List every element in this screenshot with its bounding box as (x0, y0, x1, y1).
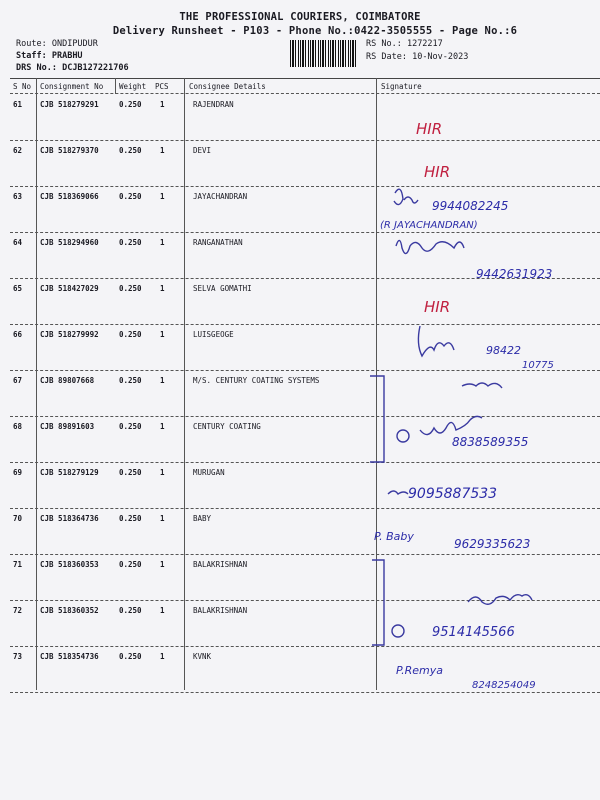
cell-consignment: CJB 89891603 (40, 422, 95, 431)
cell-sno: 68 (13, 422, 23, 431)
col-header-weight: Weight (119, 82, 147, 91)
cell-weight: 0.250 (119, 192, 142, 201)
cell-consignee: LUISGEOGE (193, 330, 234, 339)
cell-sno: 71 (13, 560, 23, 569)
column-divider (115, 78, 116, 94)
col-header-signature: Signature (381, 82, 422, 91)
cell-sno: 64 (13, 238, 23, 247)
cell-pcs: 1 (160, 146, 165, 155)
drs-value: DCJB127221706 (62, 63, 129, 73)
cell-weight: 0.250 (119, 330, 142, 339)
cell-consignment: CJB 518279370 (40, 146, 99, 155)
cell-pcs: 1 (160, 652, 165, 661)
scribble-66 (418, 326, 454, 356)
cell-consignee: KVNK (193, 652, 212, 661)
hand-r70-name: P. Baby (374, 530, 414, 543)
scribble-68 (420, 416, 482, 434)
cell-weight: 0.250 (119, 238, 142, 247)
scribble-64 (396, 240, 464, 253)
bracket-marks (370, 189, 532, 645)
cell-weight: 0.250 (119, 146, 142, 155)
row-separator (10, 692, 600, 693)
hand-r64-phone: 9442631923 (476, 267, 553, 281)
cell-consignment: CJB 89807668 (40, 376, 95, 385)
cell-sno: 65 (13, 284, 23, 293)
cell-consignment: CJB 518360352 (40, 606, 99, 615)
circled-two-72 (392, 625, 404, 637)
column-divider (184, 78, 185, 690)
hand-r63-name: (R JAYACHANDRAN) (380, 220, 478, 231)
row-separator (10, 508, 600, 509)
cell-weight: 0.250 (119, 652, 142, 661)
cell-sno: 72 (13, 606, 23, 615)
hand-r69-phone: 9095887533 (408, 486, 498, 502)
column-divider (36, 78, 37, 690)
scribble-67 (462, 383, 502, 388)
cell-sno: 70 (13, 514, 23, 523)
hand-r63-phone: 9944082245 (432, 199, 509, 213)
bracket-67-68 (370, 376, 384, 462)
table-header-rule (10, 93, 600, 94)
cell-consignment: CJB 518360353 (40, 560, 99, 569)
hand-r61: HIR (416, 120, 443, 138)
scribble-69 (388, 491, 408, 494)
cell-sno: 69 (13, 468, 23, 477)
hand-r73-phone: 8248254049 (472, 680, 536, 691)
cell-consignment: CJB 518279129 (40, 468, 99, 477)
cell-weight: 0.250 (119, 514, 142, 523)
cell-consignee: SELVA GOMATHI (193, 284, 252, 293)
cell-pcs: 1 (160, 330, 165, 339)
hand-r66-phone-a: 98422 (486, 344, 521, 357)
cell-pcs: 1 (160, 468, 165, 477)
cell-consignment: CJB 518427029 (40, 284, 99, 293)
circled-two-68 (397, 430, 409, 442)
cell-pcs: 1 (160, 376, 165, 385)
table-top-rule (10, 78, 600, 79)
col-header-sno: S No (13, 82, 32, 91)
row-separator (10, 646, 600, 647)
row-separator (10, 554, 600, 555)
cell-sno: 63 (13, 192, 23, 201)
cell-consignment: CJB 518279992 (40, 330, 99, 339)
hand-r66-phone-b: 10775 (522, 360, 554, 371)
cell-pcs: 1 (160, 238, 165, 247)
row-separator (10, 186, 600, 187)
cell-consignee: RAJENDRAN (193, 100, 234, 109)
row-separator (10, 232, 600, 233)
drs-label: DRS No.: (16, 63, 57, 73)
cell-consignee: BALAKRISHNAN (193, 606, 248, 615)
hand-r68-phone: 8838589355 (452, 435, 529, 449)
cell-weight: 0.250 (119, 100, 142, 109)
cell-consignment: CJB 518294960 (40, 238, 99, 247)
cell-pcs: 1 (160, 606, 165, 615)
staff-field (16, 51, 83, 61)
company-title: THE PROFESSIONAL COURIERS, COIMBATORE (179, 11, 421, 23)
cell-consignee: RANGANATHAN (193, 238, 243, 247)
row-separator (10, 324, 600, 325)
cell-consignee: MURUGAN (193, 468, 225, 477)
row-separator (10, 370, 600, 371)
cell-pcs: 1 (160, 560, 165, 569)
rs-no-label: RS No.: (366, 39, 402, 49)
cell-consignee: BABY (193, 514, 212, 523)
scribble-63 (394, 189, 418, 204)
barcode (290, 40, 356, 67)
column-divider (376, 78, 377, 690)
rs-date-value: 10-Nov-2023 (412, 52, 469, 62)
bracket-71-72 (372, 560, 384, 645)
cell-consignee: DEVI (193, 146, 212, 155)
hand-r70-phone: 9629335623 (454, 537, 531, 551)
rs-date-label: RS Date: (366, 52, 407, 62)
hand-r72-phone: 9514145566 (432, 625, 515, 640)
cell-consignee: BALAKRISHNAN (193, 560, 248, 569)
col-header-consignment: Consignment No (40, 82, 104, 91)
cell-pcs: 1 (160, 422, 165, 431)
cell-consignment: CJB 518279291 (40, 100, 99, 109)
cell-sno: 73 (13, 652, 23, 661)
cell-consignee: JAYACHANDRAN (193, 192, 248, 201)
cell-sno: 66 (13, 330, 23, 339)
cell-pcs: 1 (160, 514, 165, 523)
runsheet-subtitle: Delivery Runsheet - P103 - Phone No.:0422-3505555 - Page No.:6 (112, 25, 518, 37)
col-header-pcs: PCS (155, 82, 169, 91)
hand-r73-name: P.Remya (396, 664, 443, 677)
route-label: Route: (16, 39, 47, 49)
rs-no-value: 1272217 (406, 39, 443, 49)
hand-r62: HIR (424, 163, 451, 181)
cell-consignee: CENTURY COATING (193, 422, 261, 431)
row-separator (10, 140, 600, 141)
row-separator (10, 278, 600, 279)
cell-pcs: 1 (160, 100, 165, 109)
cell-weight: 0.250 (119, 468, 142, 477)
col-header-consignee: Consignee Details (189, 82, 266, 91)
cell-sno: 67 (13, 376, 23, 385)
cell-sno: 62 (13, 146, 23, 155)
cell-weight: 0.250 (119, 606, 142, 615)
route-field (16, 39, 98, 49)
cell-consignment: CJB 518369066 (40, 192, 99, 201)
cell-consignee: M/S. CENTURY COATING SYSTEMS (193, 376, 320, 385)
cell-consignment: CJB 518364736 (40, 514, 99, 523)
rs-no-field (366, 39, 443, 49)
cell-sno: 61 (13, 100, 23, 109)
row-separator (10, 416, 600, 417)
rs-date-field (366, 52, 468, 62)
row-separator (10, 600, 600, 601)
cell-weight: 0.250 (119, 376, 142, 385)
row-separator (10, 462, 600, 463)
cell-pcs: 1 (160, 284, 165, 293)
cell-pcs: 1 (160, 192, 165, 201)
drs-field (16, 63, 129, 73)
cell-weight: 0.250 (119, 560, 142, 569)
staff-value: PRABHU (51, 51, 83, 61)
cell-weight: 0.250 (119, 422, 142, 431)
route-value: ONDIPUDUR (51, 39, 98, 49)
cell-consignment: CJB 518354736 (40, 652, 99, 661)
hand-r65: HIR (424, 298, 451, 316)
staff-label: Staff: (16, 51, 47, 61)
cell-weight: 0.250 (119, 284, 142, 293)
